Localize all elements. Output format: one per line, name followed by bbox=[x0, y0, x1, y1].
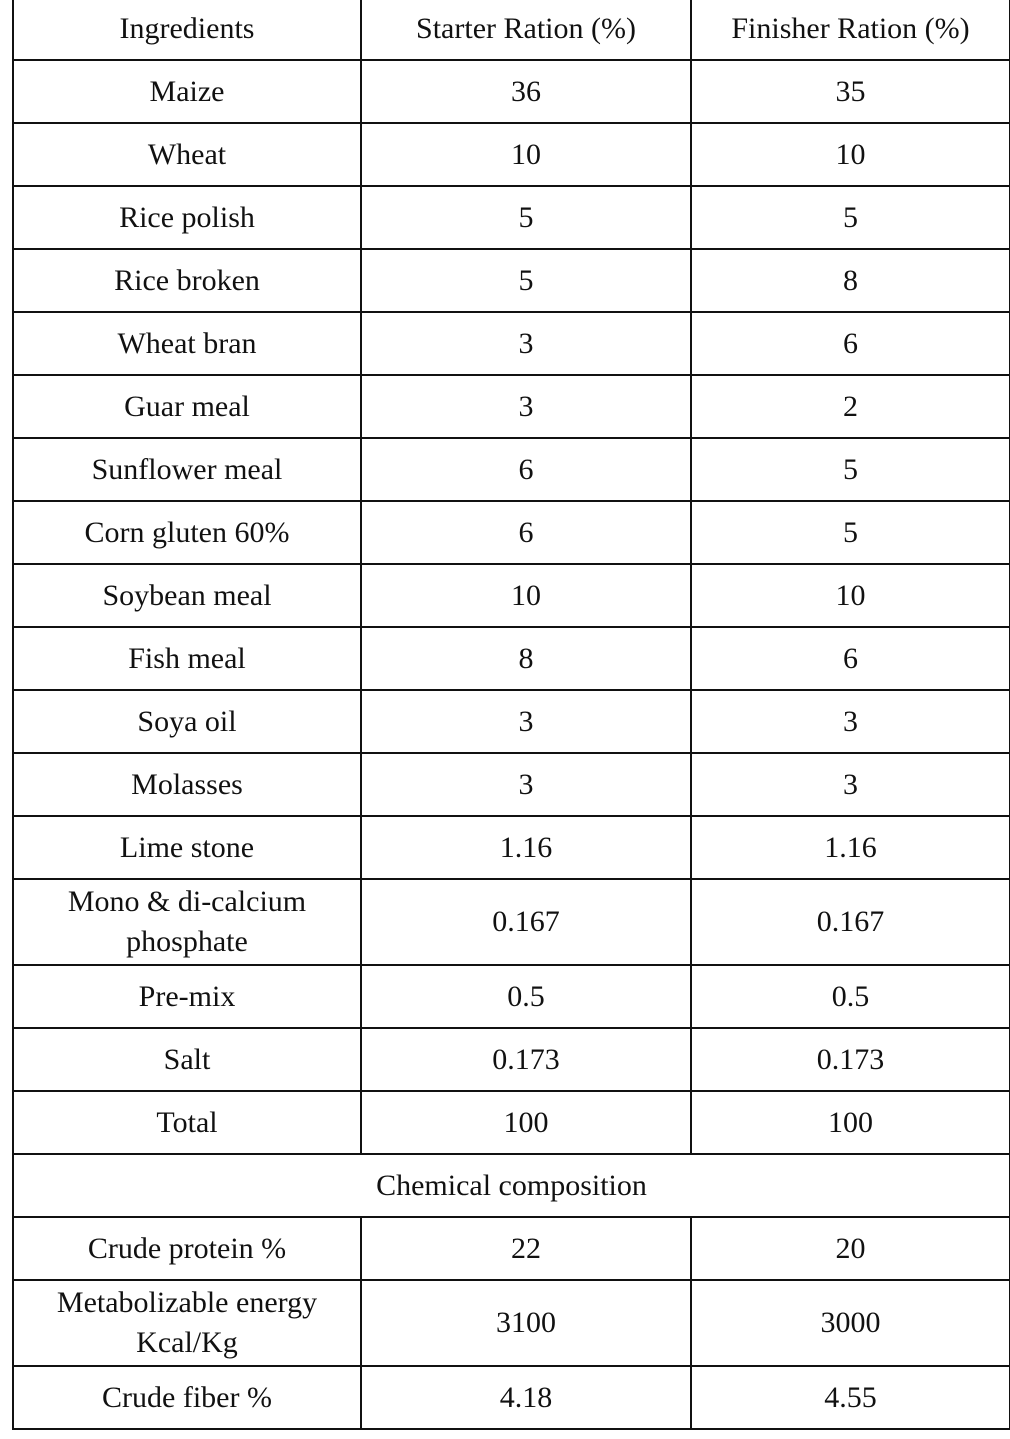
ingredient-row bbox=[13, 879, 1010, 965]
starter-cell: 1.16 bbox=[361, 816, 691, 879]
header-row bbox=[13, 0, 1010, 60]
feed-ration-table bbox=[12, 0, 1010, 1430]
header-finisher: Finisher Ration (%) bbox=[691, 0, 1010, 60]
section-title: Chemical composition bbox=[13, 1154, 1010, 1217]
starter-cell: 36 bbox=[361, 60, 691, 123]
starter-cell: 10 bbox=[361, 564, 691, 627]
finisher-cell: 5 bbox=[691, 501, 1010, 564]
starter-cell: 8 bbox=[361, 627, 691, 690]
section-row bbox=[13, 1154, 1010, 1217]
ingredient-row bbox=[13, 1028, 1010, 1091]
name-cell: Crude fiber % bbox=[13, 1366, 361, 1429]
ingredient-row bbox=[13, 438, 1010, 501]
finisher-cell: 6 bbox=[691, 627, 1010, 690]
finisher-cell: 3 bbox=[691, 753, 1010, 816]
finisher-cell: 5 bbox=[691, 438, 1010, 501]
name-cell: Maize bbox=[13, 60, 361, 123]
finisher-cell: 8 bbox=[691, 249, 1010, 312]
starter-cell: 22 bbox=[361, 1217, 691, 1280]
composition-row bbox=[13, 1366, 1010, 1429]
ingredient-row bbox=[13, 690, 1010, 753]
ingredient-row bbox=[13, 249, 1010, 312]
name-cell: Metabolizable energy Kcal/Kg bbox=[13, 1280, 361, 1366]
name-cell: Salt bbox=[13, 1028, 361, 1091]
name-cell: Lime stone bbox=[13, 816, 361, 879]
ingredient-row bbox=[13, 312, 1010, 375]
name-cell: Wheat bbox=[13, 123, 361, 186]
name-cell: Wheat bran bbox=[13, 312, 361, 375]
name-cell: Total bbox=[13, 1091, 361, 1154]
ingredient-row bbox=[13, 564, 1010, 627]
finisher-cell: 3000 bbox=[691, 1280, 1010, 1366]
finisher-cell: 3 bbox=[691, 690, 1010, 753]
ingredient-row bbox=[13, 375, 1010, 438]
finisher-cell: 10 bbox=[691, 564, 1010, 627]
starter-cell: 4.18 bbox=[361, 1366, 691, 1429]
finisher-cell: 10 bbox=[691, 123, 1010, 186]
name-cell: Corn gluten 60% bbox=[13, 501, 361, 564]
starter-cell: 3 bbox=[361, 312, 691, 375]
starter-cell: 0.5 bbox=[361, 965, 691, 1028]
name-cell: Soya oil bbox=[13, 690, 361, 753]
ingredient-row bbox=[13, 627, 1010, 690]
finisher-cell: 5 bbox=[691, 186, 1010, 249]
starter-cell: 0.173 bbox=[361, 1028, 691, 1091]
ingredient-row bbox=[13, 60, 1010, 123]
starter-cell: 3 bbox=[361, 753, 691, 816]
name-cell: Sunflower meal bbox=[13, 438, 361, 501]
starter-cell: 100 bbox=[361, 1091, 691, 1154]
finisher-cell: 2 bbox=[691, 375, 1010, 438]
finisher-cell: 100 bbox=[691, 1091, 1010, 1154]
starter-cell: 3100 bbox=[361, 1280, 691, 1366]
starter-cell: 5 bbox=[361, 249, 691, 312]
finisher-cell: 1.16 bbox=[691, 816, 1010, 879]
name-cell: Rice polish bbox=[13, 186, 361, 249]
name-cell: Mono & di-calcium phosphate bbox=[13, 879, 361, 965]
name-cell: Guar meal bbox=[13, 375, 361, 438]
ingredient-row bbox=[13, 816, 1010, 879]
ingredient-row bbox=[13, 501, 1010, 564]
name-cell: Pre-mix bbox=[13, 965, 361, 1028]
name-cell: Fish meal bbox=[13, 627, 361, 690]
composition-row bbox=[13, 1217, 1010, 1280]
finisher-cell: 4.55 bbox=[691, 1366, 1010, 1429]
finisher-cell: 6 bbox=[691, 312, 1010, 375]
name-cell: Molasses bbox=[13, 753, 361, 816]
finisher-cell: 35 bbox=[691, 60, 1010, 123]
finisher-cell: 20 bbox=[691, 1217, 1010, 1280]
composition-row bbox=[13, 1280, 1010, 1366]
header-ingredients: Ingredients bbox=[13, 0, 361, 60]
ingredient-row bbox=[13, 1091, 1010, 1154]
ingredient-row bbox=[13, 186, 1010, 249]
ingredient-row bbox=[13, 123, 1010, 186]
finisher-cell: 0.173 bbox=[691, 1028, 1010, 1091]
ingredient-row bbox=[13, 753, 1010, 816]
starter-cell: 6 bbox=[361, 438, 691, 501]
name-cell: Crude protein % bbox=[13, 1217, 361, 1280]
starter-cell: 6 bbox=[361, 501, 691, 564]
starter-cell: 3 bbox=[361, 375, 691, 438]
starter-cell: 10 bbox=[361, 123, 691, 186]
finisher-cell: 0.5 bbox=[691, 965, 1010, 1028]
starter-cell: 3 bbox=[361, 690, 691, 753]
header-starter: Starter Ration (%) bbox=[361, 0, 691, 60]
name-cell: Rice broken bbox=[13, 249, 361, 312]
finisher-cell: 0.167 bbox=[691, 879, 1010, 965]
name-cell: Soybean meal bbox=[13, 564, 361, 627]
starter-cell: 5 bbox=[361, 186, 691, 249]
ingredient-row bbox=[13, 965, 1010, 1028]
table-body bbox=[13, 0, 1010, 1429]
starter-cell: 0.167 bbox=[361, 879, 691, 965]
